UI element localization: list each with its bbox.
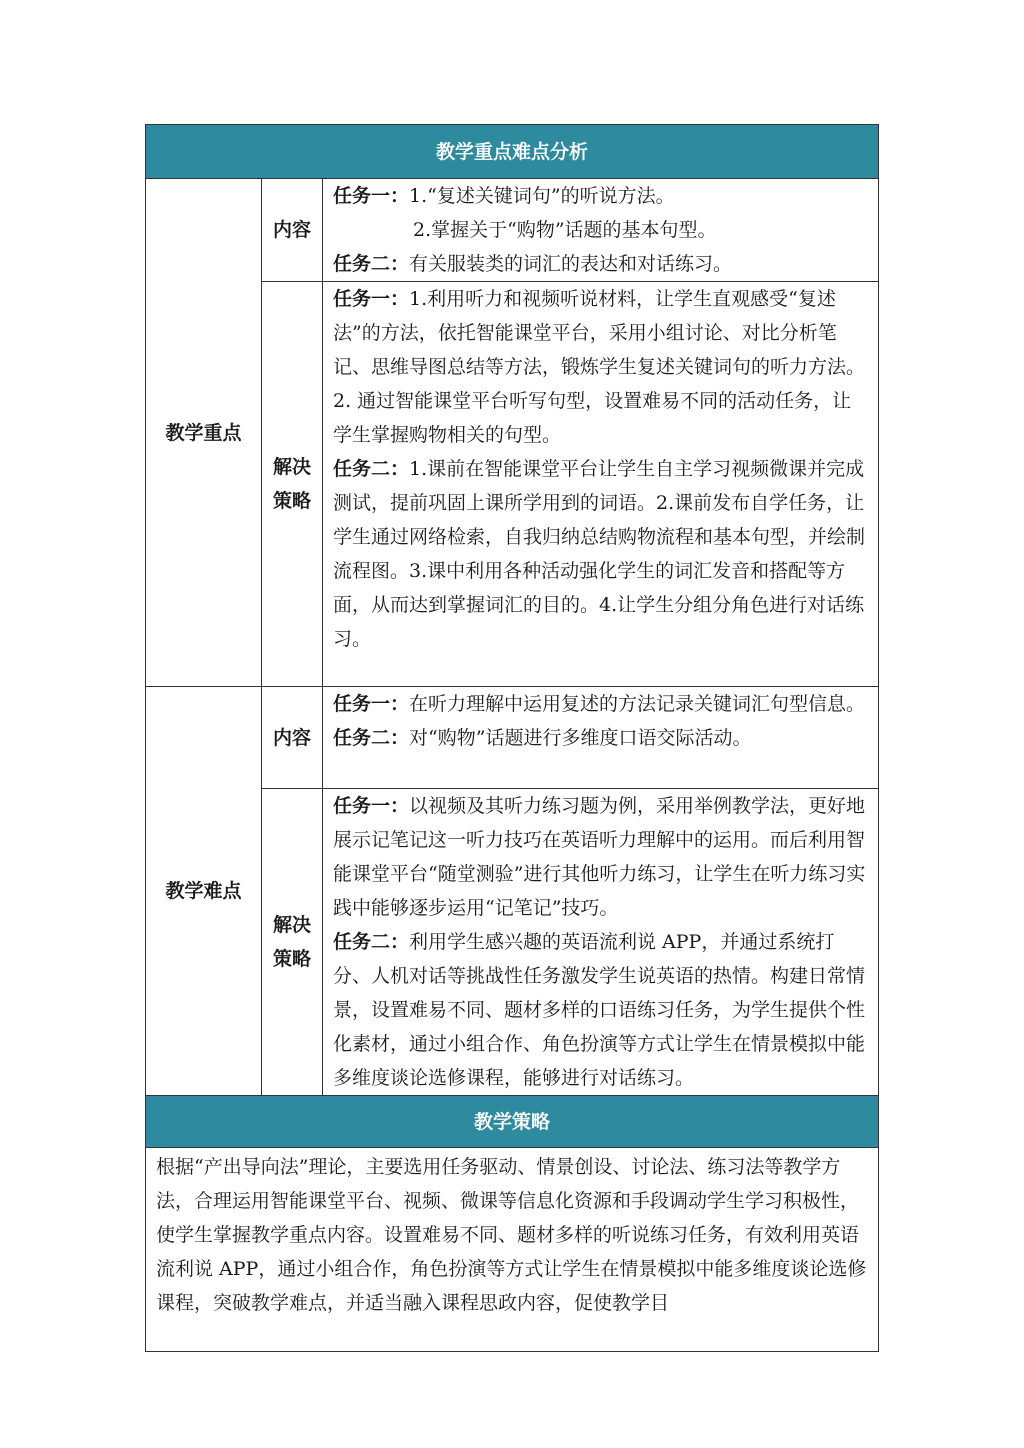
task2-label: 任务二：: [333, 458, 410, 480]
solution-task1: [333, 282, 870, 384]
task1-label: 任务一：: [333, 288, 410, 310]
task2-text: 利用学生感兴趣的英语流利说 APP，并通过系统打分、人机对话等挑战性任务激发学生说英语的热情。构建日常情景，设置难易不同、题材多样的口语练习任务，为学生提供个性化素材，通过小组合作、角色扮演等方式让学生在情景模拟中能多维度谈论选修课程，能够进行对话练习。: [333, 931, 866, 1089]
task2-text: 1.课前在智能课堂平台让学生自主学习视频微课并完成测试，提前巩固上课所学用到的词语。2.课前发布自学任务，让学生通过网络检索，自我归纳总结购物流程和基本句型，并绘制流程图。3.课中利用各种活动强化学生的词汇发音和搭配等方面，从而达到掌握词汇的目的。4.让学生分组分角色进行对话练习。: [333, 458, 866, 650]
key-points-solution: [323, 282, 879, 687]
row-label-difficulties: 教学难点: [146, 687, 262, 1096]
key-points-content: [323, 179, 879, 282]
task1-text: 在听力理解中运用复述的方法记录关键词汇句型信息。: [409, 693, 866, 715]
task1-text: 1.利用听力和视频听说材料，让学生直观感受“复述法”的方法，依托智能课堂平台，采用小组讨论、对比分析笔记、思维导图总结等方法，锻炼学生复述关键词句的听力方法。: [333, 288, 866, 378]
task1-line: [333, 179, 870, 213]
solution-task1-point2: 2. 通过智能课堂平台听写句型，设置难易不同的活动任务，让学生掌握购物相关的句型。: [333, 390, 852, 446]
solution-task2: [333, 925, 870, 1095]
lesson-plan-table-container: [145, 124, 878, 1352]
task2-label: 任务二：: [333, 931, 410, 953]
task1-label: 任务一：: [333, 795, 410, 817]
analysis-table: [145, 124, 879, 1352]
task2-label: 任务二：: [333, 253, 410, 275]
row-label-key-points: 教学重点: [146, 179, 262, 687]
task1-text: 1.“复述关键词句”的听说方法。: [409, 185, 675, 207]
solution-task1: [333, 789, 870, 925]
task2-label: 任务二：: [333, 727, 410, 749]
solution-label: 解决 策略: [262, 789, 323, 1096]
task2-text: 对“购物”话题进行多维度口语交际活动。: [409, 727, 752, 749]
task1-line: [333, 687, 870, 721]
content-label: 内容: [262, 687, 323, 789]
content-label: 内容: [262, 179, 323, 282]
task2-line: [333, 247, 870, 281]
solution-label: 解决 策略: [262, 282, 323, 687]
difficulties-content: [323, 687, 879, 789]
solution-task2: [333, 452, 870, 656]
section-title-key-difficult-points: 教学重点难点分析: [146, 125, 879, 179]
section-title-teaching-strategy: 教学策略: [146, 1096, 879, 1148]
task1-text: 以视频及其听力练习题为例，采用举例教学法，更好地展示记笔记这一听力技巧在英语听力理解中的运用。而后利用智能课堂平台“随堂测验”进行其他听力练习，让学生在听力练习实践中能够逐步运用“记笔记”技巧。: [333, 795, 866, 919]
task1-label: 任务一：: [333, 185, 410, 207]
task2-text: 有关服装类的词汇的表达和对话练习。: [409, 253, 733, 275]
task1-line2: 2.掌握关于“购物”话题的基本句型。: [413, 219, 717, 241]
difficulties-solution: [323, 789, 879, 1096]
teaching-strategy-text: 根据“产出导向法”理论，主要选用任务驱动、情景创设、讨论法、练习法等教学方法，合理运用智能课堂平台、视频、微课等信息化资源和手段调动学生学习积极性，使学生掌握教学重点内容。设置难易不同、题材多样的听说练习任务，有效利用英语流利说 APP，通过小组合作，角色扮演等方式让学生在情景模拟中能多维度谈论选修课程，突破教学难点，并适当融入课程思政内容，促使教学目: [146, 1148, 879, 1352]
task1-label: 任务一：: [333, 693, 410, 715]
task2-line: [333, 721, 870, 755]
